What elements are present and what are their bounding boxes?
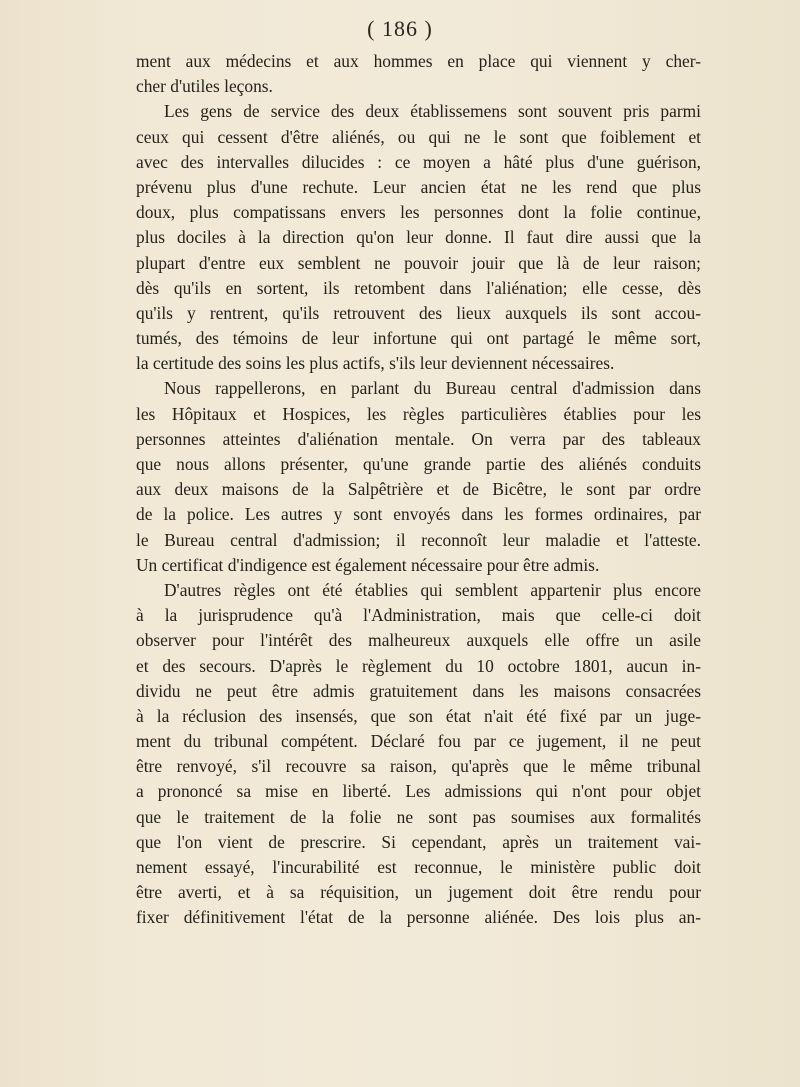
text-line: dès qu'ils en sortent, ils retombent dans l'aliénation; elle cesse, dès (136, 277, 701, 298)
text-line: être renvoyé, s'il recouvre sa raison, qu'après que le même tribunal (136, 756, 701, 777)
text-line: nement essayé, l'incurabilité est reconnue, le ministère public doit (136, 857, 701, 877)
text-line: doux, plus compatissans envers les personnes dont la folie continue, (136, 202, 701, 223)
text-line: plupart d'entre eux semblent ne pouvoir jouir que là de leur raison; (136, 252, 701, 273)
page-number: ( 186 ) (367, 16, 433, 41)
text-line: Un certificat d'indigence est également nécessaire pour être admis. (136, 554, 600, 575)
text-line: et des secours. D'après le règlement du 10 octobre 1801, aucun in- (136, 655, 701, 676)
text-line: avec des intervalles dilucides : ce moyen a hâté plus d'une guérison, (136, 151, 701, 172)
text-line: cher d'utiles leçons. (136, 76, 273, 97)
text-line: être averti, et à sa réquisition, un jugement doit être rendu pour (136, 882, 701, 903)
text-line: ment du tribunal compétent. Déclaré fou par ce jugement, il ne peut (136, 731, 701, 752)
text-line: à la jurisprudence qu'à l'Administration, mais que celle-ci doit (136, 605, 701, 626)
text-line: de la police. Les autres y sont envoyés dans les formes ordinaires, par (136, 504, 701, 525)
text-line: plus dociles à la direction qu'on leur donne. Il faut dire aussi que la (136, 227, 701, 248)
body-text (136, 49, 701, 931)
text-line: ceux qui cessent d'être aliénés, ou qui ne le sont que foiblement et (136, 126, 701, 147)
text-line: ment aux médecins et aux hommes en place qui viennent y cher- (136, 51, 701, 71)
text-line: à la réclusion des insensés, que son état n'ait été fixé par un juge- (136, 705, 701, 726)
text-line: les Hôpitaux et Hospices, les règles particulières établies pour les (136, 403, 701, 424)
text-line: le Bureau central d'admission; il reconnoît leur maladie et l'atteste. (136, 529, 701, 550)
text-line: observer pour l'intérêt des malheureux auxquels elle offre un asile (136, 630, 701, 651)
text-line: Les gens de service des deux établissemens sont souvent pris parmi (164, 101, 701, 122)
text-line: tumés, des témoins de leur infortune qui ont partagé le même sort, (136, 328, 701, 349)
text-line: a prononcé sa mise en liberté. Les admissions qui n'ont pour objet (136, 781, 701, 802)
text-line: dividu ne peut être admis gratuitement dans les maisons consacrées (136, 680, 701, 701)
text-line: aux deux maisons de la Salpêtrière et de Bicêtre, le sont par ordre (136, 479, 701, 500)
text-line: que le traitement de la folie ne sont pas soumises aux formalités (136, 806, 701, 827)
text-line: prévenu plus d'une rechute. Leur ancien état ne les rend que plus (136, 176, 701, 197)
text-line: D'autres règles ont été établies qui semblent appartenir plus encore (164, 579, 701, 600)
text-line: que nous allons présenter, qu'une grande partie des aliénés conduits (136, 454, 701, 474)
text-line: Nous rappellerons, en parlant du Bureau central d'admission dans (164, 378, 701, 399)
text-line: qu'ils y rentrent, qu'ils retrouvent des lieux auxquels ils sont accou- (136, 302, 701, 323)
text-line: personnes atteintes d'aliénation mentale. On verra par des tableaux (136, 428, 701, 449)
text-line: que l'on vient de prescrire. Si cependant, après un traitement vai- (136, 831, 701, 852)
text-line: fixer définitivement l'état de la personne aliénée. Des lois plus an- (136, 907, 701, 928)
text-line: la certitude des soins les plus actifs, s'ils leur deviennent nécessaires. (136, 353, 615, 374)
